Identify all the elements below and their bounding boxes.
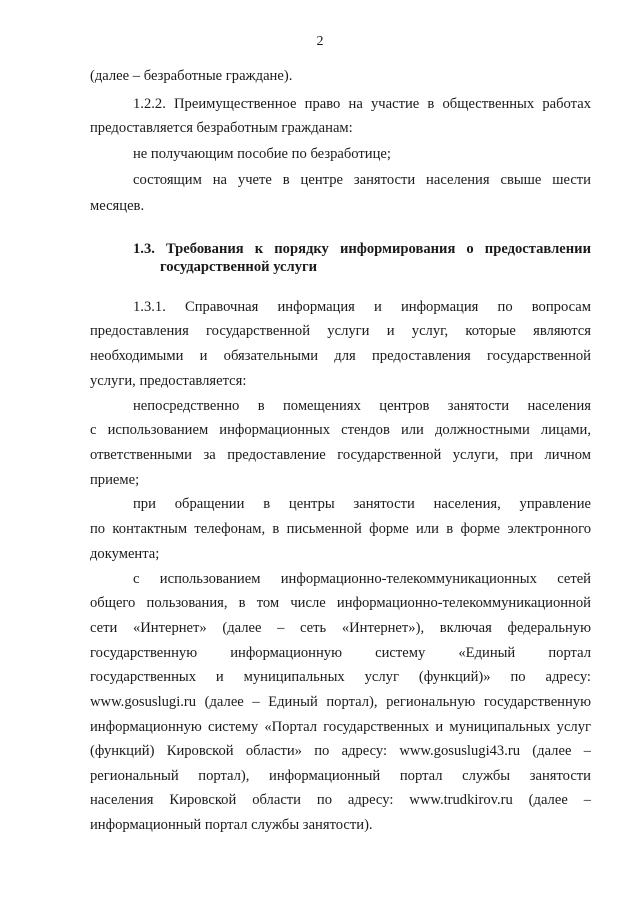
text-line: с использованием информационно-телекоммуникационных сетей: [133, 571, 591, 587]
text-line: 1.3.1. Справочная информация и информация по вопросам: [133, 299, 591, 315]
text-line: приеме;: [90, 472, 140, 488]
text-line: 1.2.2. Преимущественное право на участие в общественных работах: [133, 96, 591, 112]
page-number: 2: [316, 34, 324, 49]
text-line: www.gosuslugi.ru (далее – Единый портал), региональную государственную: [90, 694, 591, 710]
text-line: информационный портал службы занятости).: [90, 817, 373, 833]
text-line: непосредственно в помещениях центров занятости населения: [133, 398, 591, 414]
text-line: месяцев.: [90, 198, 145, 214]
text-line: состоящим на учете в центре занятости населения свыше шести: [133, 172, 591, 188]
text-line: не получающим пособие по безработице;: [133, 146, 391, 162]
text-line: при обращении в центры занятости населения, управление: [133, 496, 591, 512]
text-line: услуги, предоставляется:: [90, 373, 247, 389]
section-heading-line: государственной услуги: [160, 259, 318, 275]
text-line: ответственными за предоставление государственной услуги, при личном: [90, 447, 591, 463]
text-line: предоставляется безработным гражданам:: [90, 120, 353, 136]
section-heading-line: 1.3. Требования к порядку информирования о предоставлении: [133, 241, 591, 257]
text-line: общего пользования, в том числе информационно-телекоммуникационной: [90, 595, 591, 611]
text-line: сети «Интернет» (далее – сеть «Интернет»), включая федеральную: [90, 620, 591, 636]
text-line: (функций) Кировской области» по адресу: www.gosuslugi43.ru (далее –: [90, 743, 591, 759]
text-line: с использованием информационных стендов или должностными лицами,: [90, 422, 591, 438]
text-line: (далее – безработные граждане).: [90, 68, 293, 84]
text-line: документа;: [90, 546, 160, 562]
text-line: государственных и муниципальных услуг (функций)» по адресу:: [90, 669, 591, 685]
text-line: государственную информационную систему «Единый портал: [90, 645, 591, 661]
text-line: региональный портал), информационный портал службы занятости: [90, 768, 591, 784]
text-line: информационную систему «Портал государственных и муниципальных услуг: [90, 719, 591, 735]
text-line: по контактным телефонам, в письменной форме или в форме электронного: [90, 521, 591, 537]
text-line: предоставления государственной услуги и услуг, которые являются: [90, 323, 591, 339]
text-line: населения Кировской области по адресу: www.trudkirov.ru (далее –: [90, 792, 591, 808]
text-line: необходимыми и обязательными для предоставления государственной: [90, 348, 591, 364]
